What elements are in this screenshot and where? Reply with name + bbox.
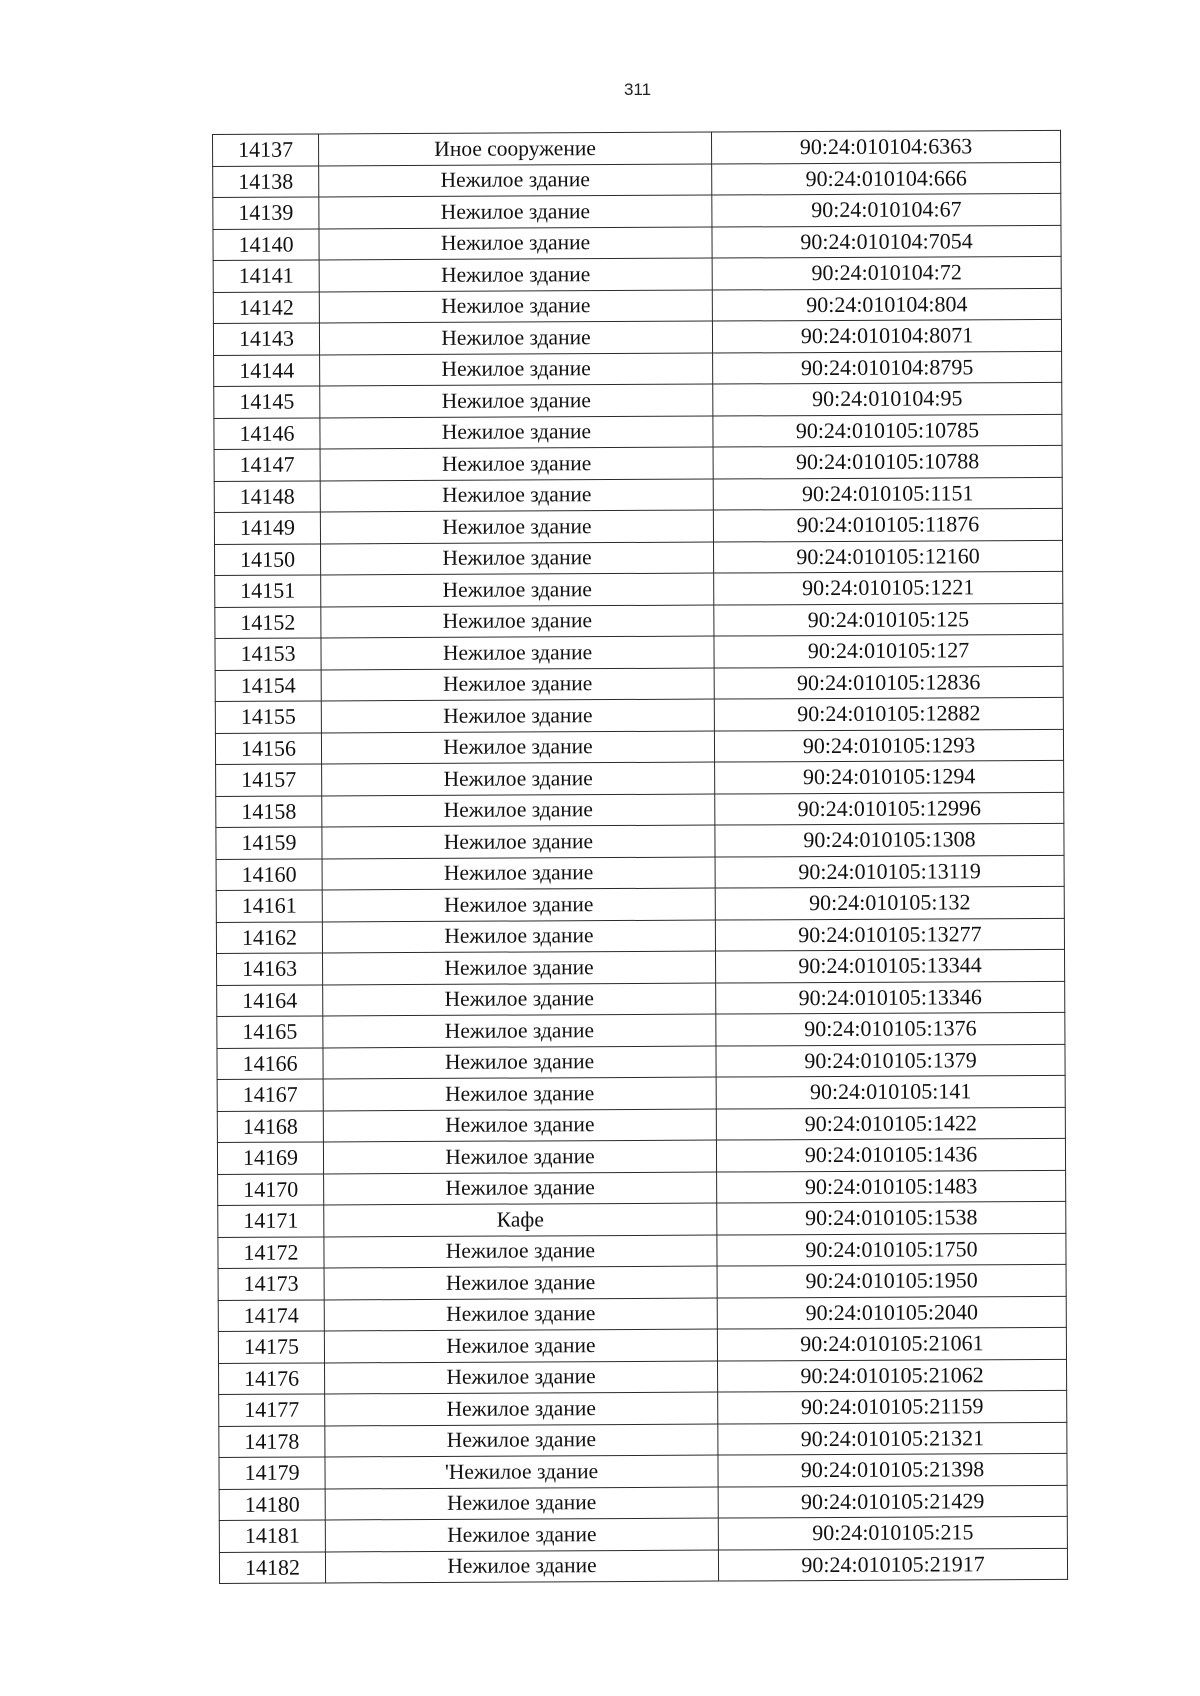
object-type-cell: Нежилое здание bbox=[324, 1235, 717, 1268]
cadastral-number-cell: 90:24:010105:127 bbox=[714, 634, 1063, 667]
table-row bbox=[214, 414, 1062, 450]
cadastral-number-cell: 90:24:010105:1436 bbox=[716, 1138, 1065, 1171]
row-number-cell: 14165 bbox=[217, 1016, 323, 1048]
row-number-cell: 14164 bbox=[217, 984, 323, 1016]
table-row bbox=[218, 1170, 1066, 1206]
table-row bbox=[216, 886, 1064, 922]
object-type-cell: Нежилое здание bbox=[324, 1329, 717, 1362]
cadastral-number-cell: 90:24:010105:1483 bbox=[717, 1170, 1066, 1203]
table-row bbox=[217, 1044, 1065, 1080]
object-type-cell: Нежилое здание bbox=[323, 1046, 716, 1079]
table-row bbox=[218, 1264, 1066, 1300]
table-row bbox=[214, 445, 1062, 481]
row-number-cell: 14147 bbox=[214, 449, 320, 481]
table-body bbox=[213, 130, 1068, 1583]
object-type-cell: Нежилое здание bbox=[321, 636, 714, 669]
table-row bbox=[219, 1516, 1067, 1552]
row-number-cell: 14162 bbox=[216, 921, 322, 953]
row-number-cell: 14138 bbox=[213, 165, 319, 197]
table-row bbox=[217, 1138, 1065, 1174]
cadastral-number-cell: 90:24:010105:21429 bbox=[718, 1485, 1067, 1518]
row-number-cell: 14168 bbox=[217, 1110, 323, 1142]
row-number-cell: 14157 bbox=[216, 764, 322, 796]
row-number-cell: 14156 bbox=[215, 732, 321, 764]
object-type-cell: Иное сооружение bbox=[319, 132, 712, 165]
object-type-cell: Нежилое здание bbox=[322, 794, 715, 827]
row-number-cell: 14160 bbox=[216, 858, 322, 890]
table-row bbox=[215, 697, 1063, 733]
cadastral-number-cell: 90:24:010105:13277 bbox=[715, 918, 1064, 951]
table-row bbox=[219, 1359, 1067, 1395]
table-row bbox=[218, 1201, 1066, 1237]
cadastral-number-cell: 90:24:010105:2040 bbox=[717, 1296, 1066, 1329]
object-type-cell: Нежилое здание bbox=[319, 290, 712, 323]
cadastral-number-cell: 90:24:010105:12996 bbox=[715, 792, 1064, 825]
object-type-cell: Нежилое здание bbox=[321, 731, 714, 764]
cadastral-number-cell: 90:24:010104:67 bbox=[712, 193, 1061, 226]
cadastral-number-cell: 90:24:010105:12160 bbox=[713, 540, 1062, 573]
cadastral-number-cell: 90:24:010105:21061 bbox=[717, 1327, 1066, 1360]
object-type-cell: Нежилое здание bbox=[325, 1518, 718, 1551]
row-number-cell: 14172 bbox=[218, 1236, 324, 1268]
object-type-cell: Нежилое здание bbox=[319, 321, 712, 354]
table-row bbox=[215, 729, 1063, 765]
cadastral-number-cell: 90:24:010105:12836 bbox=[714, 666, 1063, 699]
table-row bbox=[213, 256, 1061, 292]
object-type-cell: Нежилое здание bbox=[320, 416, 713, 449]
row-number-cell: 14152 bbox=[215, 606, 321, 638]
cadastral-number-cell: 90:24:010105:21321 bbox=[718, 1422, 1067, 1455]
object-type-cell: Нежилое здание bbox=[324, 1266, 717, 1299]
cadastral-number-cell: 90:24:010105:1950 bbox=[717, 1264, 1066, 1297]
table-row bbox=[219, 1548, 1067, 1584]
cadastral-number-cell: 90:24:010104:6363 bbox=[711, 130, 1060, 163]
cadastral-number-cell: 90:24:010105:1294 bbox=[715, 760, 1064, 793]
row-number-cell: 14153 bbox=[215, 638, 321, 670]
object-type-cell: Нежилое здание bbox=[322, 920, 715, 953]
row-number-cell: 14142 bbox=[213, 291, 319, 323]
cadastral-number-cell: 90:24:010105:1308 bbox=[715, 823, 1064, 856]
object-type-cell: Нежилое здание bbox=[325, 1550, 718, 1583]
table-row bbox=[213, 319, 1061, 355]
cadastral-number-cell: 90:24:010104:7054 bbox=[712, 225, 1061, 258]
table-row bbox=[216, 855, 1064, 891]
object-type-cell: Нежилое здание bbox=[321, 699, 714, 732]
cadastral-number-cell: 90:24:010105:21159 bbox=[718, 1390, 1067, 1423]
row-number-cell: 14182 bbox=[219, 1551, 325, 1583]
table-row bbox=[216, 918, 1064, 954]
object-type-cell: Нежилое здание bbox=[320, 384, 713, 417]
table-row bbox=[215, 634, 1063, 670]
cadastral-number-cell: 90:24:010105:132 bbox=[715, 886, 1064, 919]
object-type-cell: Нежилое здание bbox=[323, 1109, 716, 1142]
row-number-cell: 14179 bbox=[219, 1457, 325, 1489]
table-row bbox=[215, 666, 1063, 702]
object-type-cell: Нежилое здание bbox=[323, 1014, 716, 1047]
cadastral-number-cell: 90:24:010105:141 bbox=[716, 1075, 1065, 1108]
table-row bbox=[216, 792, 1064, 828]
cadastral-number-cell: 90:24:010104:666 bbox=[712, 162, 1061, 195]
row-number-cell: 14163 bbox=[217, 953, 323, 985]
object-type-cell: Нежилое здание bbox=[321, 668, 714, 701]
row-number-cell: 14170 bbox=[218, 1173, 324, 1205]
object-type-cell: Кафе bbox=[324, 1203, 717, 1236]
row-number-cell: 14141 bbox=[213, 260, 319, 292]
row-number-cell: 14171 bbox=[218, 1205, 324, 1237]
row-number-cell: 14177 bbox=[219, 1394, 325, 1426]
row-number-cell: 14158 bbox=[216, 795, 322, 827]
row-number-cell: 14176 bbox=[219, 1362, 325, 1394]
row-number-cell: 14145 bbox=[214, 386, 320, 418]
row-number-cell: 14148 bbox=[214, 480, 320, 512]
row-number-cell: 14180 bbox=[219, 1488, 325, 1520]
table-row bbox=[217, 1012, 1065, 1048]
table-row bbox=[218, 1296, 1066, 1332]
table-row bbox=[216, 760, 1064, 796]
cadastral-number-cell: 90:24:010105:1221 bbox=[714, 571, 1063, 604]
table-row bbox=[213, 130, 1061, 166]
object-type-cell: Нежилое здание bbox=[319, 227, 712, 260]
row-number-cell: 14149 bbox=[214, 512, 320, 544]
object-type-cell: Нежилое здание bbox=[320, 353, 713, 386]
cadastral-number-cell: 90:24:010105:1538 bbox=[717, 1201, 1066, 1234]
object-type-cell: Нежилое здание bbox=[320, 479, 713, 512]
cadastral-number-cell: 90:24:010105:21062 bbox=[718, 1359, 1067, 1392]
table-row bbox=[219, 1422, 1067, 1458]
cadastral-number-cell: 90:24:010105:1151 bbox=[713, 477, 1062, 510]
cadastral-number-cell: 90:24:010105:125 bbox=[714, 603, 1063, 636]
object-type-cell: Нежилое здание bbox=[323, 1077, 716, 1110]
table-row bbox=[219, 1390, 1067, 1426]
row-number-cell: 14154 bbox=[215, 669, 321, 701]
object-type-cell: Нежилое здание bbox=[322, 825, 715, 858]
cadastral-number-cell: 90:24:010104:95 bbox=[713, 382, 1062, 415]
cadastral-number-cell: 90:24:010105:1422 bbox=[716, 1107, 1065, 1140]
object-type-cell: Нежилое здание bbox=[319, 258, 712, 291]
cadastral-number-cell: 90:24:010105:215 bbox=[718, 1516, 1067, 1549]
table-row bbox=[217, 981, 1065, 1017]
row-number-cell: 14175 bbox=[218, 1331, 324, 1363]
row-number-cell: 14169 bbox=[217, 1142, 323, 1174]
table-row bbox=[214, 508, 1062, 544]
object-type-cell: Нежилое здание bbox=[321, 542, 714, 575]
cadastral-number-cell: 90:24:010105:13344 bbox=[715, 949, 1064, 982]
row-number-cell: 14151 bbox=[215, 575, 321, 607]
object-type-cell: Нежилое здание bbox=[325, 1487, 718, 1520]
table-row bbox=[213, 193, 1061, 229]
table-row bbox=[215, 603, 1063, 639]
row-number-cell: 14159 bbox=[216, 827, 322, 859]
cadastral-number-cell: 90:24:010105:13119 bbox=[715, 855, 1064, 888]
object-type-cell: Нежилое здание bbox=[323, 951, 716, 984]
registry-table bbox=[212, 130, 1068, 1584]
cadastral-number-cell: 90:24:010105:1293 bbox=[714, 729, 1063, 762]
table-row bbox=[217, 1075, 1065, 1111]
row-number-cell: 14143 bbox=[213, 323, 319, 355]
object-type-cell: Нежилое здание bbox=[322, 857, 715, 890]
object-type-cell: Нежилое здание bbox=[325, 1361, 718, 1394]
cadastral-number-cell: 90:24:010105:10788 bbox=[713, 445, 1062, 478]
object-type-cell: 'Нежилое здание bbox=[325, 1455, 718, 1488]
table-row bbox=[213, 288, 1061, 324]
object-type-cell: Нежилое здание bbox=[322, 888, 715, 921]
object-type-cell: Нежилое здание bbox=[320, 510, 713, 543]
object-type-cell: Нежилое здание bbox=[319, 195, 712, 228]
cadastral-number-cell: 90:24:010105:1379 bbox=[716, 1044, 1065, 1077]
object-type-cell: Нежилое здание bbox=[323, 1140, 716, 1173]
object-type-cell: Нежилое здание bbox=[324, 1298, 717, 1331]
table-row bbox=[216, 823, 1064, 859]
object-type-cell: Нежилое здание bbox=[319, 164, 712, 197]
row-number-cell: 14178 bbox=[219, 1425, 325, 1457]
table-row bbox=[218, 1327, 1066, 1363]
row-number-cell: 14140 bbox=[213, 228, 319, 260]
object-type-cell: Нежилое здание bbox=[325, 1424, 718, 1457]
cadastral-number-cell: 90:24:010105:1376 bbox=[716, 1012, 1065, 1045]
table-row bbox=[217, 949, 1065, 985]
row-number-cell: 14174 bbox=[218, 1299, 324, 1331]
cadastral-number-cell: 90:24:010104:8795 bbox=[713, 351, 1062, 384]
row-number-cell: 14137 bbox=[213, 134, 319, 166]
cadastral-number-cell: 90:24:010105:1750 bbox=[717, 1233, 1066, 1266]
cadastral-number-cell: 90:24:010105:13346 bbox=[716, 981, 1065, 1014]
cadastral-number-cell: 90:24:010104:8071 bbox=[712, 319, 1061, 352]
object-type-cell: Нежилое здание bbox=[325, 1392, 718, 1425]
table-row bbox=[219, 1453, 1067, 1489]
object-type-cell: Нежилое здание bbox=[321, 573, 714, 606]
cadastral-number-cell: 90:24:010105:21917 bbox=[718, 1548, 1067, 1581]
table-row bbox=[214, 382, 1062, 418]
object-type-cell: Нежилое здание bbox=[320, 447, 713, 480]
row-number-cell: 14181 bbox=[219, 1520, 325, 1552]
table-row bbox=[214, 351, 1062, 387]
table-row bbox=[217, 1107, 1065, 1143]
object-type-cell: Нежилое здание bbox=[322, 762, 715, 795]
table-row bbox=[213, 162, 1061, 198]
cadastral-number-cell: 90:24:010104:72 bbox=[712, 256, 1061, 289]
row-number-cell: 14155 bbox=[215, 701, 321, 733]
table-row bbox=[219, 1485, 1067, 1521]
row-number-cell: 14161 bbox=[216, 890, 322, 922]
row-number-cell: 14166 bbox=[217, 1047, 323, 1079]
row-number-cell: 14150 bbox=[215, 543, 321, 575]
object-type-cell: Нежилое здание bbox=[321, 605, 714, 638]
object-type-cell: Нежилое здание bbox=[323, 983, 716, 1016]
row-number-cell: 14173 bbox=[218, 1268, 324, 1300]
object-type-cell: Нежилое здание bbox=[324, 1172, 717, 1205]
cadastral-number-cell: 90:24:010105:11876 bbox=[713, 508, 1062, 541]
cadastral-number-cell: 90:24:010105:21398 bbox=[718, 1453, 1067, 1486]
row-number-cell: 14139 bbox=[213, 197, 319, 229]
table-row bbox=[215, 540, 1063, 576]
table-row bbox=[213, 225, 1061, 261]
table-row bbox=[215, 571, 1063, 607]
row-number-cell: 14146 bbox=[214, 417, 320, 449]
row-number-cell: 14144 bbox=[214, 354, 320, 386]
cadastral-number-cell: 90:24:010105:12882 bbox=[714, 697, 1063, 730]
table-row bbox=[214, 477, 1062, 513]
cadastral-number-cell: 90:24:010104:804 bbox=[712, 288, 1061, 321]
table-row bbox=[218, 1233, 1066, 1269]
page-number: 311 bbox=[623, 80, 652, 99]
row-number-cell: 14167 bbox=[217, 1079, 323, 1111]
cadastral-number-cell: 90:24:010105:10785 bbox=[713, 414, 1062, 447]
